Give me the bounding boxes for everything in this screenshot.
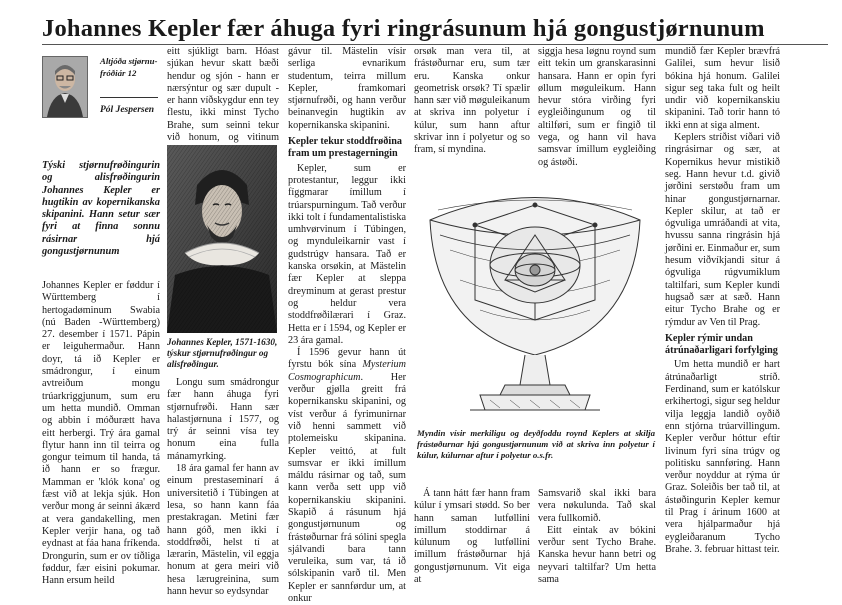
author-photo — [42, 56, 88, 118]
author-name: Pól Jespersen — [100, 105, 155, 115]
body-paragraph: Um hetta mundið er hart átrúnaðarligt stríð. Ferdinand, sum er katólskur erkihertogi, sigur seg heldur vilja leggja landið oyðið enn stjórna trúarvillingum. Kepler verður hóttur eftir livinum fyri sína trúgv og politisku sannføring. Hann verður noyddur at rýma úr Graz. Soleiðis ber tað til, at ástøðingurin Kepler kemur til Prag í árinum 1600 at vera hjálparmaður hjá eygleiðaranum Tycho Brahe. 3. februar hittast teir. — [665, 359, 780, 555]
section-heading: Kepler tekur stoddfrøðina fram um prestagerningin — [288, 136, 402, 160]
body-paragraph: siggja hesa løgnu roynd sum eitt tekin um granskarasinni hansara. Hann er opin fyri øllum møguleikum. Hann hevur stóra virðing fyri eygleiðingunum og til altilføri, sum er fingið til vega, og hann vil hava samsvar ímillum eygleiðing og ástøði. — [538, 46, 656, 168]
nested-polyhedra-engraving — [420, 180, 650, 425]
book-title: Mysterium Cosmographicum — [288, 359, 407, 383]
body-paragraph: Longu sum smádrongur fær hann áhuga fyri stjørnufrøði. Hann sær halastjørnuna í 1577, og trý ár seinni vísa tey honum eina fulla mánamyrking. — [167, 377, 279, 462]
article-title: Johannes Kepler fær áhuga fyri ringrásunum hjá gongustjørnunum — [42, 15, 765, 42]
cosmic-model-illustration — [420, 180, 650, 425]
body-paragraph: Á tann hátt fær hann fram kúlur í ymsari stødd. So ber hann saman lutføllini ímillum stoddirnar á kúlunum og lutføllini ímillum frástøðurnar hjá gongustjørnunum. Vit eiga at — [414, 488, 530, 586]
column-6 — [665, 46, 780, 556]
column-3 — [288, 46, 406, 605]
column-2-top — [167, 46, 279, 157]
column-2-bottom — [167, 377, 279, 598]
series-label: Altjóða stjørnu-fróðiár 12 — [100, 56, 158, 78]
column-4-bottom — [414, 488, 530, 586]
title-divider — [42, 44, 828, 45]
column-4-top — [414, 46, 530, 157]
column-5-bottom — [538, 488, 656, 586]
body-paragraph: orsøk man vera til, at frástøðurnar eru, sum tær eru. Kanska onkur geometrisk orsøk? Tí spælir hann sær við møguleikanum at skriva inn polyetur í kúlur, sum hann aftur skrivar inn í polyetur og so fram, sí myndina. — [414, 46, 530, 156]
body-paragraph: Keplers stríðist víðari við ringrásirnar og sær, at Kopernikus hevur mistikið seg. Hann hevur t.d. givið jørðini serstøðu fram um hinar gongustjørnarnar. Kepler skilur, at tað er ógvuliga umráðandi at vita, hvussu sanna ringrásin hjá jørðini er. Einmaður er, sum hesum viðvíkjandi situr á ógvuliga rúgvumiklum taltilfari, sum Kepler kundi hugsað sær at sæð. Hann eitur Tycho Brahe og er rýmdur av Ven til Prag. — [665, 132, 780, 328]
article-lede: Týski stjørnufrøðingurin og alisfrøðingurin Johannes Kepler er hugtikin av kopernikanska skipanini. Hann setur sær fyri at finna sonnu rásirnar hjá gongustjørnunum — [42, 160, 160, 258]
body-paragraph: gávur til. Mästelin vísir serliga evnarikum studentum, teirra millum Kepler, framkomari stjørnufrøði, og hann verður beinanvegin hugtikin av kopernikanska skipanini. — [288, 46, 406, 131]
body-paragraph: mundið fær Kepler brævfrá Galilei, sum hevur lisið bókina hjá honum. Galilei sigur seg taka fult og heilt undir við kopernikanskiu skipanini. Tað torir hann tó ikki enn at siga alment. — [665, 46, 780, 131]
body-paragraph: Johannes Kepler er føddur í Württemberg í hertogadøminum Swabia (nú Baden -Württemberg) 27. desember í 1571. Pápin er leiguhermaður. Hann doyr, tá ið Kepler er smádrongur, í einum avtreiðum mongu trúarkriggjunum, sum eru um hetta mundið. Omman og abbin í móðurætt hava eitt herbergi. Trý ára gamal flytur hann inn til teirra og gongur teimum til handa, tá ið hann er so frægur. Mamman er 'klók kona' og fæst við at lekja sjúk. Hon verður mong ár seinni ákærd at vera gandakelling, men Kepler verjir hana, og tað eydnast at fáa hana fríkenda. Drongurin, sum er ov tíðliga føddur, fær eisini pokumar. Hann ersum heild — [42, 280, 160, 587]
kepler-engraving-image — [167, 145, 277, 333]
byline-divider — [100, 97, 158, 98]
body-paragraph: Í 1596 gevur hann út fyrstu bók sína Mysterium Cosmographicum. Her verður gjølla greitt frá kopernikansku skipanini, og víst verður á fyrimunirnar við henni sammett við ptolemeisku skipanina. Kepler veittó, at fult sumsvar er ikki ímillum máldu rásirnar og tað, sum kann verða sett upp við kopernikanskiu skipanini. Skapið á rásunum hjá gongustjørnunum og frástøðurnar frá sólini spegla sjálvandi bara tann veruleika, sum var, tá ið sólskipanin varð til. Men Kepler er sannførdur um, at onkur — [288, 347, 407, 605]
body-paragraph: Samsvarið skal ikki bara vera nøkulunda. Tað skal vera fullkomið. — [538, 488, 656, 524]
column-5-top — [538, 46, 656, 169]
kepler-caption: Johannes Kepler, 1571-1630, týskur stjørnufrøðingur og alisfrøðingur. — [167, 337, 278, 369]
column-1 — [42, 280, 160, 587]
section-heading: Kepler rýmir undan átrúnaðarligari forfylging — [665, 332, 778, 357]
body-paragraph: Kepler, sum er protestantur, leggur ikki fíggmarar ímillum í trúarspurningum. Tað verður ikki tolt í fundamentalistiska umhvørvinum í Túbingen, og mynduleikarnir vast í gudstrúgv hansara. Tað er kanska orsøkin, at Mästelin fær Kepler at sleppa dreyminum at gerast prestur og heldur vera stoddfrøðilærari í Graz. Hetta er í 1594, og Kepler er 23 ára gamal. — [288, 162, 406, 346]
model-caption: Myndin vísir merkiligu og deyðfoddu roynd Keplers at skilja frástøðurnar hjá gongustjørnunum við at skriva inn polyetur í kúlur, kúlurnar aftur í polyetur o.s.fr. — [417, 428, 655, 460]
body-paragraph: Eitt eintak av bókini verður sent Tycho Brahe. Kanska hevur hann betri og neyvari taltilfar? Um hetta sama — [538, 524, 656, 586]
kepler-portrait — [167, 145, 277, 333]
body-paragraph: eitt sjúkligt barn. Hóast sjúkan hevur skatt bæði hendur og sjón - hann er nærsýntur og sær dupult - er hann víðskygdur enn tey flestu, ikki minst Tycho Brahe, sum seinni tekur við honum, og vitinum — [167, 46, 279, 144]
body-paragraph: 18 ára gamal fer hann av einum prestaseminarí á universitetið í Tübingen at lesa, so hann kann fáa prestakragan. Metini fær hann góð, men ikki í stoddfrøði, helst tí at lærarin, Mästelin, vil eggja honum at gera meiri við hesa lærugreinina, sum hann hevur so eydsyndar — [167, 463, 279, 598]
author-portrait-photo — [43, 57, 87, 117]
